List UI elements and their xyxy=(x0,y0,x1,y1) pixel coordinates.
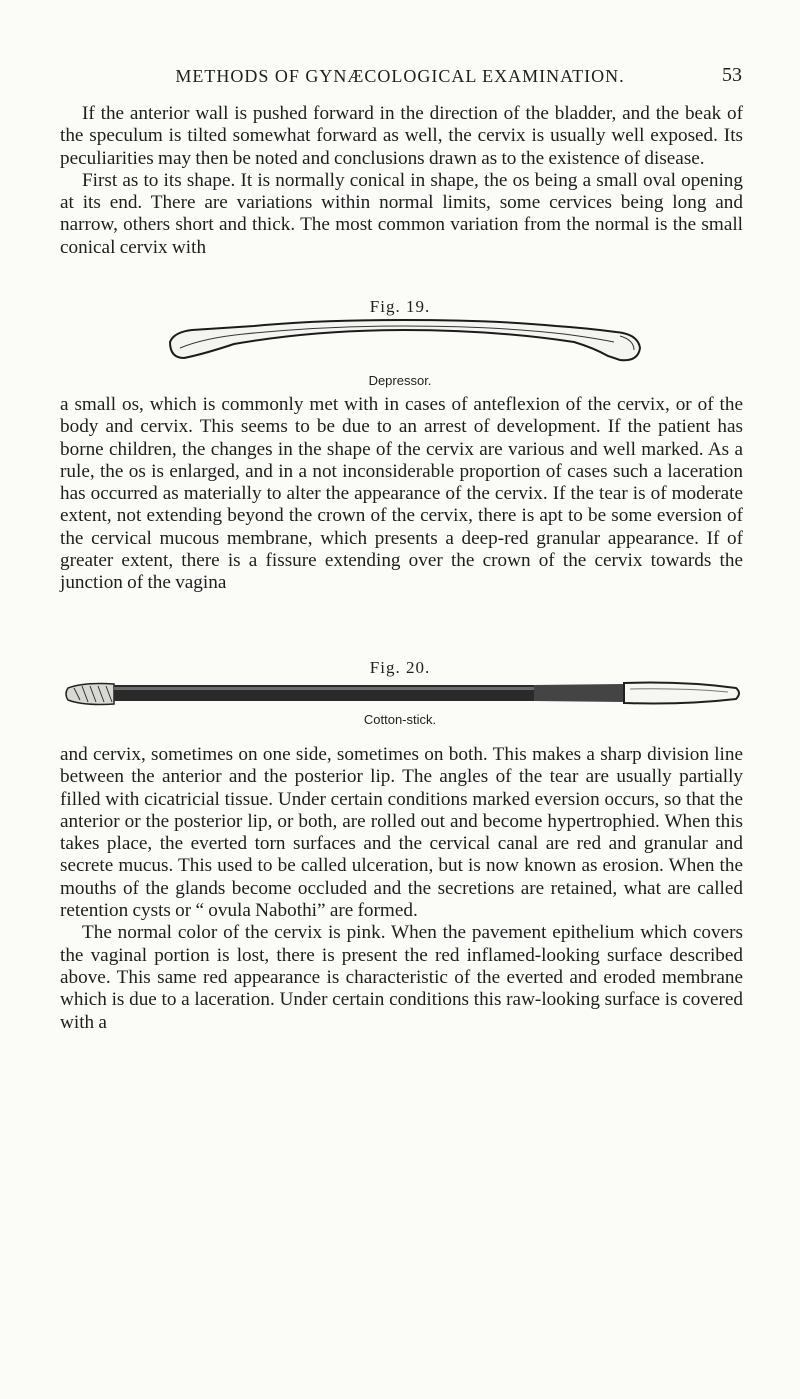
depressor-illustration xyxy=(164,318,644,368)
paragraph-color: The normal color of the cervix is pink. When the pavement epithelium which covers the vaginal portion is lost, there is present the red inflamed-looking surface described above. This same red appearance is characteristic of the everted and eroded membrane which is due to a laceration. Under certain conditions this raw-looking surface is covered with a xyxy=(60,922,743,1033)
text-block-middle xyxy=(60,394,743,595)
paragraph-shape: First as to its shape. It is normally conical in shape, the os being a small oval opening at its end. There are variations within normal limits, some cervices being long and narrow, others short and thick. The most common variation from the normal is the small conical cervix with xyxy=(60,169,743,258)
figure-20-label: Fig. 20. xyxy=(369,658,431,677)
paragraph-speculum: If the anterior wall is pushed forward in the direction of the bladder, and the beak of the speculum is tilted somewhat forward as well, the cervix is usually well exposed. Its peculiarities may then be noted and conclusions drawn as to the existence of disease. xyxy=(60,103,743,169)
page-number: 53 xyxy=(722,64,742,86)
figure-20-caption: Cotton-stick. xyxy=(363,712,437,727)
figure-19-caption: Depressor. xyxy=(368,373,432,388)
figure-19-label: Fig. 19. xyxy=(369,297,431,316)
text-block-top xyxy=(60,103,743,259)
running-title: METHODS OF GYNÆCOLOGICAL EXAMINATION. xyxy=(175,66,625,86)
paragraph-laceration: a small os, which is commonly met with in cases of anteflexion of the cervix, or of the body and cervix. This seems to be due to an arrest of development. If the patient has borne children, the changes in the shape of the cervix are various and well marked. As a rule, the os is enlarged, and in a not inconsiderable proportion of cases such a laceration has occurred as materially to alter the appearance of the cervix. If the tear is of moderate extent, not extending beyond the crown of the cervix, there is apt to be some eversion of the cervical mucous membrane, which presents a deep-red granular appearance. If of greater extent, there is a fissure extending over the crown of the cervix towards the junction of the vagina xyxy=(60,394,743,594)
cotton-stick-illustration xyxy=(64,680,744,708)
running-head xyxy=(0,62,800,90)
text-block-bottom xyxy=(60,744,743,1034)
paragraph-eversion: and cervix, sometimes on one side, sometimes on both. This makes a sharp division line between the anterior and the posterior lip. The angles of the tear are usually partially filled with cicatricial tissue. Under certain conditions marked eversion occurs, so that the anterior or the posterior lip, or both, are rolled out and become hypertrophied. When this takes place, the everted torn surfaces and the cervical canal are red and granular and secrete mucus. This used to be called ulceration, but is now known as erosion. When the mouths of the glands become occluded and the secretions are retained, what are called retention cysts or “ ovula Nabothi” are formed. xyxy=(60,744,743,922)
